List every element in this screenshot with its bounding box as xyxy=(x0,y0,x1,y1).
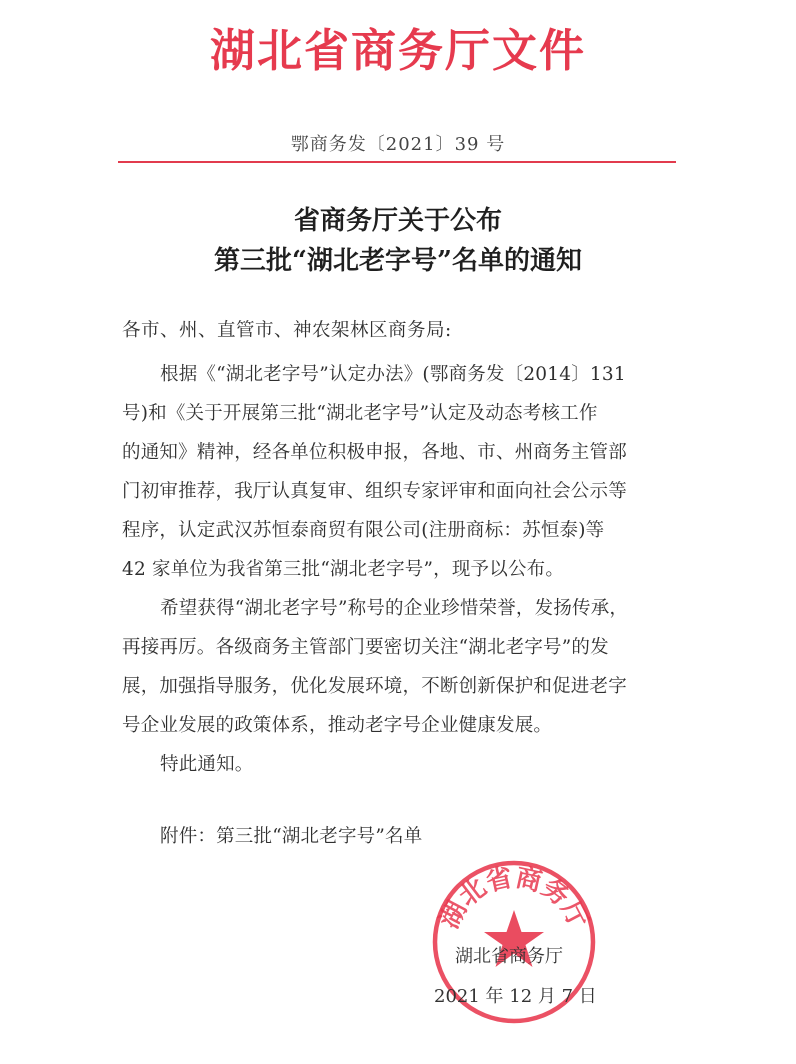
paragraph-1-line: 42 家单位为我省第三批“湖北老字号”，现予以公布。 xyxy=(122,559,565,580)
document-header-title: 湖北省商务厅文件 xyxy=(209,24,586,77)
notice-title-line-2: 第三批“湖北老字号”名单的通知 xyxy=(214,246,582,276)
notice-title-line-1: 省商务厅关于公布 xyxy=(293,206,502,236)
issuer-name: 湖北省商务厅 xyxy=(455,946,563,967)
seal-text: 湖北省商务厅 xyxy=(434,862,594,934)
header-divider xyxy=(118,161,676,163)
paragraph-2-line: 希望获得“湖北老字号”称号的企业珍惜荣誉，发扬传承， xyxy=(160,598,629,619)
paragraph-1-line: 门初审推荐，我厅认真复审、组织专家评审和面向社会公示等 xyxy=(122,481,627,502)
paragraph-1-line: 根据《“湖北老字号”认定办法》(鄂商务发〔2014〕131 xyxy=(160,364,626,385)
paragraph-2-line: 再接再厉。各级商务主管部门要密切关注“湖北老字号”的发 xyxy=(122,637,609,658)
closing-text: 特此通知。 xyxy=(160,754,254,775)
document-number: 鄂商务发〔2021〕39 号 xyxy=(290,134,506,155)
issue-date: 2021 年 12 月 7 日 xyxy=(434,986,597,1007)
salutation: 各市、州、直管市、神农架林区商务局: xyxy=(122,320,452,341)
attachment-note: 附件：第三批“湖北老字号”名单 xyxy=(160,826,423,847)
paragraph-1-line: 号)和《关于开展第三批“湖北老字号”认定及动态考核工作 xyxy=(122,403,598,424)
paragraph-1-line: 程序，认定武汉苏恒泰商贸有限公司(注册商标：苏恒泰)等 xyxy=(122,520,605,541)
paragraph-2-line: 号企业发展的政策体系，推动老字号企业健康发展。 xyxy=(122,715,553,736)
paragraph-2-line: 展，加强指导服务，优化发展环境，不断创新保护和促进老字 xyxy=(122,676,627,697)
paragraph-1-line: 的通知》精神，经各单位积极申报，各地、市、州商务主管部 xyxy=(122,442,627,463)
